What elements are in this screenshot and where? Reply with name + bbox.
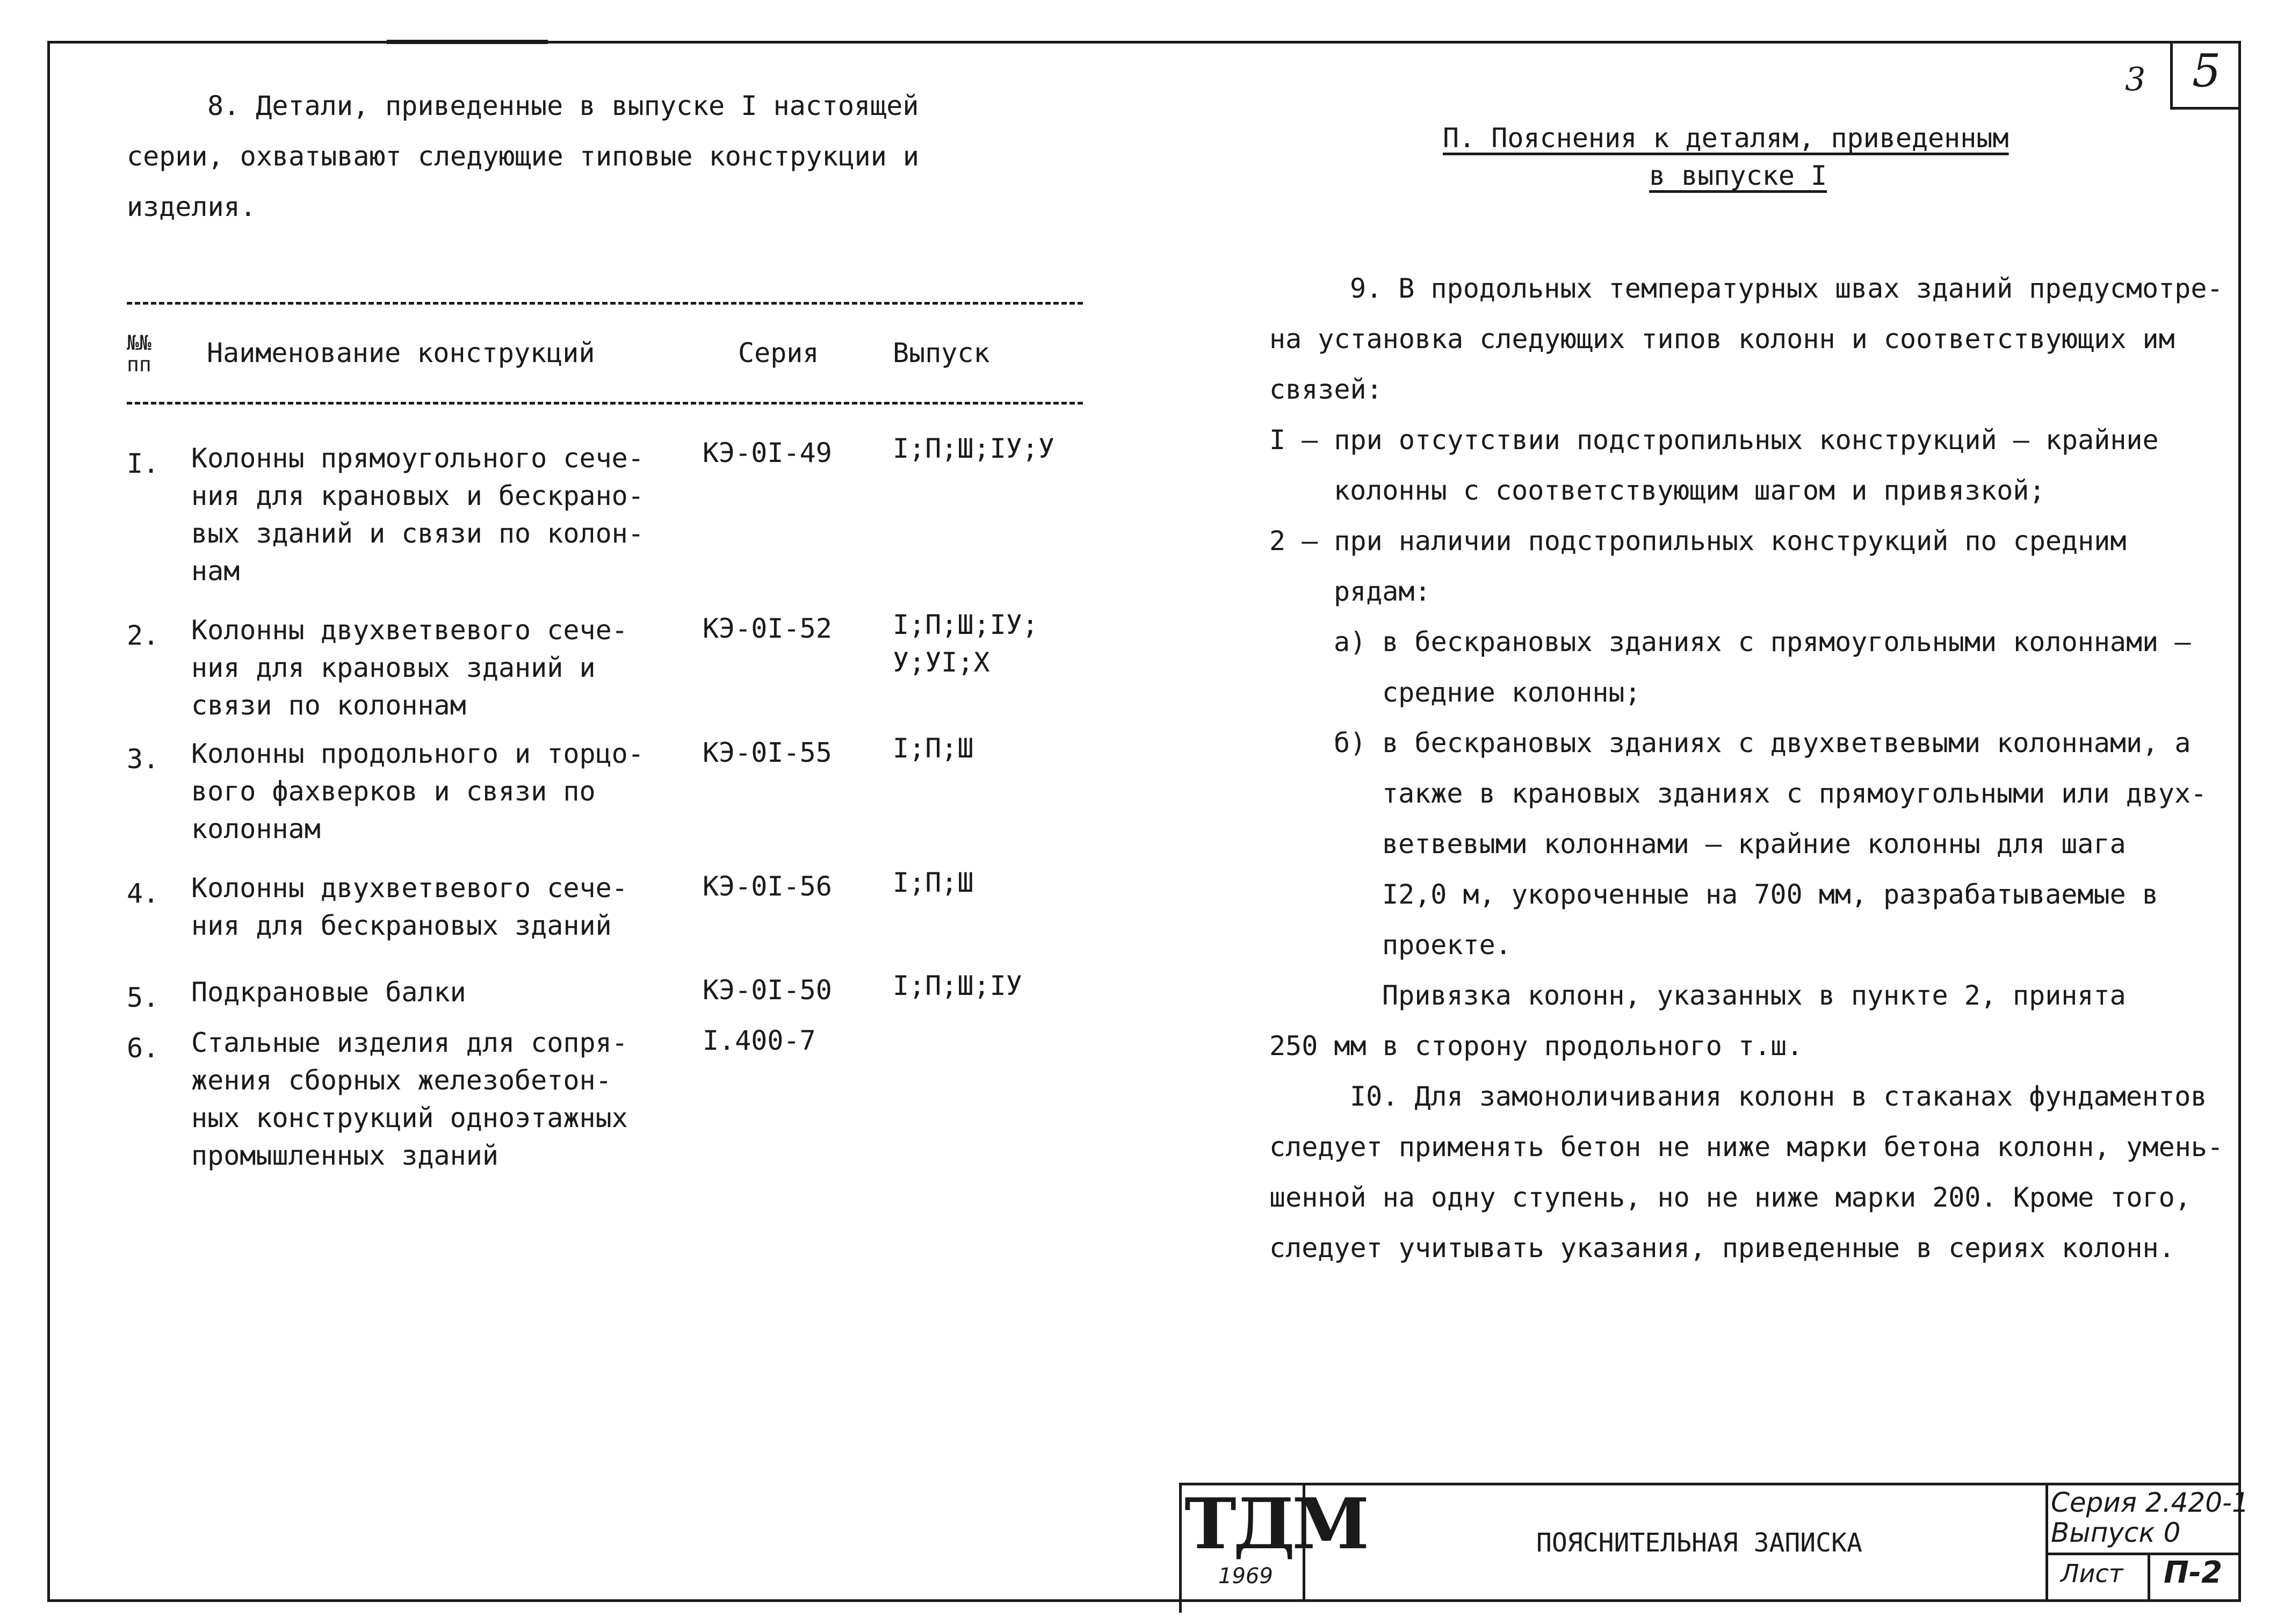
header-series-col: Серия — [738, 337, 819, 369]
table-row-issue: I;П;Ш — [893, 733, 974, 764]
table-row-number: I. — [127, 448, 160, 479]
header-issue-col: Выпуск — [893, 337, 990, 369]
intro-line: 8. Детали, приведенные в выпуске I настоящей — [207, 90, 919, 121]
title-block-divider — [2148, 1553, 2150, 1602]
table-row-series: КЭ-0I-49 — [703, 437, 832, 468]
table-row-name: Колонны продольного и торцо- вого фахверков и связи по колоннам — [191, 738, 644, 845]
list-item-2b: б) в бескрановых зданиях с двухветвевыми колоннами, а также в крановых зданиях с прямоугольными или двух- ветвевыми колоннами – крайние колонны для шага I2,0 м, укороченные на 700 мм, разрабатываемые в проекте. — [1334, 727, 2207, 961]
stamp-sheet-label: Лист — [2061, 1559, 2123, 1588]
tdm-logo: ТДМ — [1184, 1483, 1367, 1565]
header-number-col: №№ пп — [127, 331, 151, 376]
table-row-issue: I;П;Ш;IУ — [893, 970, 1022, 1001]
paragraph-binding: Привязка колонн, указанных в пункте 2, принята 250 мм в сторону продольного т.ш. — [1269, 980, 2126, 1062]
table-top-rule — [127, 302, 1083, 305]
document-title: ПОЯСНИТЕЛЬНАЯ ЗАПИСКА — [1536, 1528, 1862, 1558]
list-item-2a: а) в бескрановых зданиях с прямоугольными колоннами – средние колонны; — [1334, 626, 2191, 708]
table-row-name: Колонны двухветвевого сече- ния для бескрановых зданий — [191, 872, 628, 941]
page-number-outer: 5 — [2192, 45, 2221, 97]
table-row-name: Колонны прямоугольного сече- ния для крановых и бескрано- вых зданий и связи по колон- нам — [191, 443, 644, 587]
top-edge-mark — [387, 40, 548, 44]
table-row-number: 3. — [127, 744, 160, 775]
list-item-1: I – при отсутствии подстропильных конструкций – крайние колонны с соответствующим шагом и привязкой; — [1269, 424, 2159, 506]
table-row-name: Подкрановые балки — [191, 977, 466, 1008]
table-row-issue: I;П;Ш;IУ; У;УI;Х — [893, 609, 1038, 678]
table-row-series: КЭ-0I-50 — [703, 975, 832, 1006]
intro-line: изделия. — [127, 191, 256, 222]
table-row-series: КЭ-0I-56 — [703, 871, 832, 902]
intro-line: серии, охватывают следующие типовые конструкции и — [127, 141, 920, 172]
table-row-series: КЭ-0I-55 — [703, 737, 832, 768]
table-row-series: I.400-7 — [703, 1025, 816, 1056]
stamp-year: 1969 — [1218, 1564, 1273, 1589]
header-name-col: Наименование конструкций — [207, 337, 595, 369]
list-item-2: 2 – при наличии подстропильных конструкций по средним рядам: — [1269, 525, 2127, 607]
paragraph-10: I0. Для замоноличивания колонн в стаканах фундаментов следует применять бетон не ниже марки бетона колонн, умень- шенной на одну ступень, но не ниже марки 200. Кроме того, следует учитывать указания, приведенные в сериях колонн. — [1269, 1081, 2224, 1264]
title-block-divider — [2045, 1483, 2048, 1602]
intro-paragraph — [127, 81, 954, 232]
section-title-line1: П. Пояснения к деталям, приведенным — [1443, 122, 2009, 154]
table-row-name: Стальные изделия для сопря- жения сборных железобетон- ных конструкций одноэтажных промышленных зданий — [191, 1027, 628, 1171]
stamp-sheet-value: П-2 — [2164, 1555, 2223, 1590]
table-row-number: 5. — [127, 982, 160, 1013]
table-header-rule — [127, 402, 1083, 405]
table-row-number: 2. — [127, 620, 160, 651]
table-row-number: 4. — [127, 878, 160, 909]
page-number-inner: 3 — [2125, 61, 2146, 98]
paragraph-9: 9. В продольных температурных швах зданий предусмотре- на установка следующих типов колонн и соответствующих им связей: — [1269, 273, 2223, 405]
table-row-series: КЭ-0I-52 — [703, 613, 832, 644]
table-row-number: 6. — [127, 1033, 160, 1064]
stamp-series-label: Серия 2.420-1 — [2051, 1487, 2249, 1518]
section-title-line2: в выпуске I — [1649, 160, 1827, 191]
title-block-edge-tick — [1179, 1602, 1182, 1613]
table-row-issue: I;П;Ш — [893, 867, 974, 898]
table-row-issue: I;П;Ш;IУ;У — [893, 433, 1055, 464]
table-row-name: Колонны двухветвевого сече- ния для крановых зданий и связи по колоннам — [191, 615, 628, 721]
stamp-issue-label: Выпуск 0 — [2051, 1517, 2181, 1548]
page-number-box — [2170, 41, 2241, 110]
